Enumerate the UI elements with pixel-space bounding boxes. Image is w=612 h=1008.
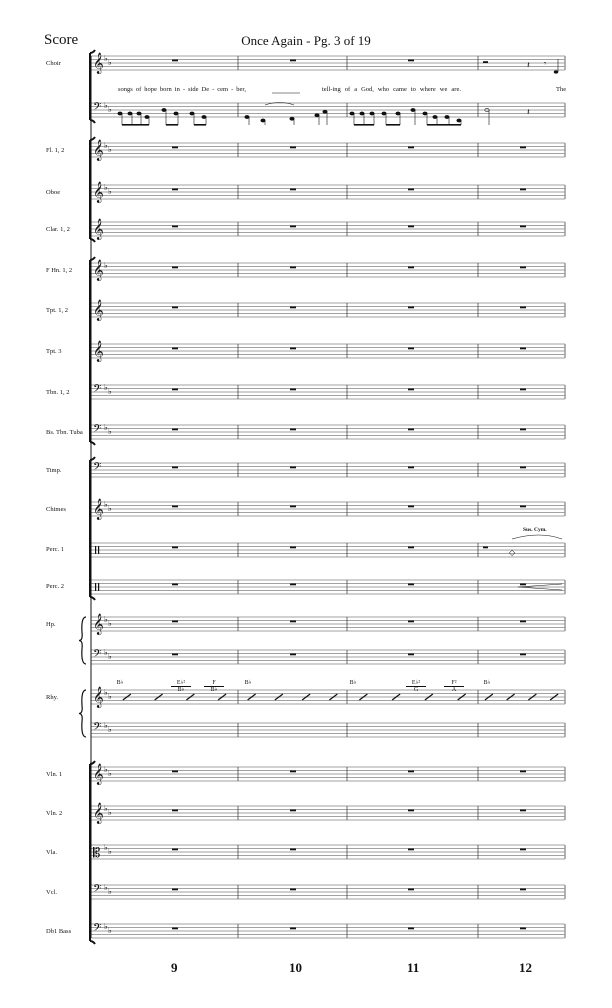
quarter-rest-icon: 𝄽 [527,61,530,71]
whole-rest-icon [408,506,414,508]
beam [122,124,149,126]
staff-label: Tpt. 3 [46,348,62,355]
beam [427,124,461,126]
chord-symbol [444,680,464,693]
whole-rest-icon [408,654,414,656]
note-head [423,112,427,115]
whole-rest-icon [172,771,178,773]
note-head [145,115,149,118]
chord-symbol [238,680,258,686]
note-head [360,112,364,115]
note-head [411,108,415,111]
note-head [315,114,319,117]
treble-clef-icon: 𝄞 [93,140,104,161]
flat-icon: ♭ [104,101,108,110]
treble-clef-icon: 𝄞 [93,260,104,281]
bass-clef-icon: 𝄢 [93,648,102,663]
whole-rest-icon [520,654,526,656]
chord-symbol [110,680,130,686]
whole-rest-icon [290,810,296,812]
treble-clef-icon: 𝄞 [93,764,104,785]
whole-rest-icon [408,621,414,623]
note-head [202,115,206,118]
chord-root: B♭ [244,680,252,686]
group-bracket [90,457,95,600]
whole-rest-icon [520,267,526,269]
lyric-syllable: where [419,86,436,93]
whole-rest-icon [290,267,296,269]
whole-rest-icon [172,429,178,431]
quarter-rest-icon: 𝄽 [527,108,530,118]
flat-icon: ♭ [108,145,112,154]
chord-root: B♭ [116,680,124,686]
staff-label: Tpt. 1, 2 [46,307,69,314]
measure-number: 12 [519,960,532,975]
chord-bass: B♭ [204,686,224,693]
chord-bass: B♭ [171,686,191,693]
treble-clef-icon: 𝄞 [93,614,104,635]
lyric-syllable: cem [217,86,229,93]
staff-label: Perc. 2 [46,583,65,590]
cymbal-note-icon: ◇ [509,548,516,557]
perc-annotation: Sus. Cym. [523,527,547,533]
whole-rest-icon [290,348,296,350]
whole-rest-icon [520,621,526,623]
whole-rest-icon [520,928,526,930]
staff-label: Vln. 2 [46,810,63,817]
staff-label: Db1 Bass [46,928,72,935]
bass-clef-icon: 𝄢 [93,101,102,116]
flat-icon: ♭ [108,769,112,778]
lyric-syllable: a [354,86,358,93]
perc-clef-icon [98,546,99,554]
flat-icon: ♭ [104,423,108,432]
note-head [118,112,122,115]
whole-rest-icon [172,928,178,930]
flat-icon: ♭ [104,383,108,392]
flat-icon: ♭ [104,648,108,657]
chord-symbol [204,680,224,693]
chord-symbol [171,680,191,693]
whole-rest-icon [408,189,414,191]
page-title: Once Again - Pg. 3 of 19 [241,33,371,48]
note-head [433,115,437,118]
note-head [162,108,166,111]
note-head [290,117,294,120]
whole-rest-icon [172,810,178,812]
whole-rest-icon [290,621,296,623]
flat-icon: ♭ [108,187,112,196]
flat-icon: ♭ [108,387,112,396]
flat-icon: ♭ [104,804,108,813]
whole-rest-icon [520,584,526,586]
eighth-rest-icon: 𝄾 [544,59,547,68]
chord-root: B♭ [483,680,491,686]
staff-label: Hp. [46,621,56,628]
flat-icon: ♭ [108,926,112,935]
whole-rest-icon [408,147,414,149]
whole-rest-icon [520,506,526,508]
treble-clef-icon: 𝄞 [93,341,104,362]
flat-icon: ♭ [108,847,112,856]
flat-icon: ♭ [108,725,112,734]
whole-rest-icon [290,849,296,851]
note-head [323,110,327,113]
whole-rest-icon [520,389,526,391]
staff-label: Bs. Tbn. Tuba [46,429,83,436]
bass-clef-icon: 𝄢 [93,721,102,736]
lyric-syllable: The [556,86,567,93]
perc-clef-icon [95,546,96,554]
whole-rest-icon [408,307,414,309]
whole-rest-icon [520,429,526,431]
staff-label: Vln. 1 [46,771,63,778]
whole-rest-icon [408,348,414,350]
treble-clef-icon: 𝄞 [93,219,104,240]
treble-clef-icon: 𝄞 [93,687,104,708]
note-head [190,112,194,115]
lyric-syllable: - [231,86,234,93]
chord-bass: A [444,686,464,693]
whole-rest-icon [172,621,178,623]
beam [194,124,206,126]
whole-rest-icon [290,389,296,391]
lyric-syllable: born [159,86,172,93]
flat-icon: ♭ [108,427,112,436]
lyric-line [322,86,461,94]
treble-clef-icon: 𝄞 [93,182,104,203]
lyric-syllable: of [344,86,351,93]
whole-rest-icon [290,60,296,62]
whole-rest-icon [290,771,296,773]
measure-number: 10 [289,960,302,975]
note-head [554,70,558,73]
whole-rest-icon [172,147,178,149]
note-head [128,112,132,115]
staff-label: Chimes [46,506,66,513]
flat-icon: ♭ [108,504,112,513]
flat-icon: ♭ [104,141,108,150]
whole-rest-icon [172,189,178,191]
flat-icon: ♭ [104,843,108,852]
flat-icon: ♭ [108,887,112,896]
staff-label: Clar. 1, 2 [46,226,70,233]
chord-root: E♭² [176,680,186,686]
note-head [137,112,141,115]
flat-icon: ♭ [104,615,108,624]
whole-rest-icon [408,889,414,891]
lyric-syllable: - [212,86,215,93]
lyric-syllable: tell-ing [322,86,341,93]
score-label: Score [44,32,79,48]
bass-clef-icon: 𝄢 [93,883,102,898]
half-rest-icon [483,61,488,63]
treble-clef-icon: 𝄞 [93,300,104,321]
chord-symbol [343,680,363,686]
whole-rest-icon [408,60,414,62]
whole-rest-icon [520,226,526,228]
whole-rest-icon [290,467,296,469]
flat-icon: ♭ [104,183,108,192]
staff-label: Rhy. [46,694,59,701]
flat-icon: ♭ [104,765,108,774]
lyric-line [556,86,566,94]
chord-root: E♭² [411,680,421,686]
whole-rest-icon [290,307,296,309]
lyric-syllable: came [393,86,407,93]
staff-label: Timp. [46,467,62,474]
whole-rest-icon [172,267,178,269]
beam [386,124,400,126]
staff-label: Tbn. 1, 2 [46,389,70,396]
beam [166,124,178,126]
whole-rest-icon [408,467,414,469]
whole-rest-icon [172,584,178,586]
note-head [396,112,400,115]
whole-rest-icon [290,429,296,431]
note-head [245,115,249,118]
chord-root: F [212,680,216,686]
whole-rest-icon [520,771,526,773]
whole-rest-icon [408,267,414,269]
note-head [445,115,449,118]
flat-icon: ♭ [108,105,112,114]
lyric-syllable: of [135,86,142,93]
perc-clef-icon [95,583,96,591]
whole-rest-icon [172,226,178,228]
flat-icon: ♭ [108,692,112,701]
flat-icon: ♭ [108,619,112,628]
lyric-syllable: songs [118,86,133,93]
lyric-syllable: who [377,86,390,93]
perc-clef-icon [98,583,99,591]
whole-rest-icon [520,189,526,191]
bass-clef-icon: 𝄢 [93,922,102,937]
whole-rest-icon [408,429,414,431]
chord-bass: G [406,686,426,693]
whole-rest-icon [172,654,178,656]
whole-rest-icon [290,226,296,228]
whole-rest-icon [520,307,526,309]
lyric-line [118,86,246,94]
whole-rest-icon [172,307,178,309]
whole-rest-icon [408,389,414,391]
whole-rest-icon [408,771,414,773]
flat-icon: ♭ [104,688,108,697]
lyric-syllable: - [182,86,186,93]
note-head [174,112,178,115]
whole-rest-icon [408,547,414,549]
lyric-syllable: ber, [236,86,246,93]
chord-symbol [477,680,497,686]
whole-rest-icon [172,506,178,508]
whole-rest-icon [172,348,178,350]
flat-icon: ♭ [104,883,108,892]
chord-symbol [406,680,426,693]
staff-label: Perc. 1 [46,546,65,553]
flat-icon: ♭ [104,721,108,730]
beam [354,124,374,126]
lyric-syllable: hope [144,86,157,93]
whole-rest-icon [290,654,296,656]
flat-icon: ♭ [108,652,112,661]
flat-icon: ♭ [104,261,108,270]
whole-rest-icon [290,889,296,891]
lyric-syllable: are. [451,86,461,93]
note-head [350,112,354,115]
lyric-syllable: in [174,86,180,93]
whole-rest-icon [290,547,296,549]
lyric-syllable: to [410,86,416,93]
flat-icon: ♭ [108,58,112,67]
whole-rest-icon [290,147,296,149]
whole-rest-icon [290,584,296,586]
flat-icon: ♭ [104,500,108,509]
bass-clef-icon: 𝄢 [93,423,102,438]
note-head [457,119,461,122]
whole-rest-icon [520,889,526,891]
whole-rest-icon [290,928,296,930]
bass-clef-icon: 𝄢 [93,461,102,476]
whole-rest-icon [172,467,178,469]
chord-root: F² [451,680,457,686]
whole-rest-icon [408,584,414,586]
lyric-syllable: God, [361,86,374,93]
whole-rest-icon [408,226,414,228]
whole-rest-icon [290,506,296,508]
whole-rest-icon [520,810,526,812]
staff-label: Vcl. [46,889,58,896]
flat-icon: ♭ [104,54,108,63]
whole-rest-icon [172,60,178,62]
lyric-syllable: De [201,86,210,93]
staff-label: Fl. 1, 2 [46,147,65,154]
note-head [370,112,374,115]
treble-clef-icon: 𝄞 [93,53,104,74]
measure-number: 9 [171,960,178,975]
flat-icon: ♭ [108,808,112,817]
staff-label: Oboe [46,189,61,196]
note-head [382,112,386,115]
alto-clef-icon: 𝄡 [93,846,101,861]
whole-rest-icon [520,849,526,851]
lyric-syllable: side [188,86,199,93]
note-head [261,119,265,122]
half-rest-icon [483,547,488,549]
treble-clef-icon: 𝄞 [93,499,104,520]
whole-rest-icon [172,849,178,851]
staff-label: Vla. [46,849,58,856]
treble-clef-icon: 𝄞 [93,803,104,824]
flat-icon: ♭ [104,922,108,931]
bass-clef-icon: 𝄢 [93,383,102,398]
whole-rest-icon [408,928,414,930]
staff-label: Choir [46,60,61,67]
whole-rest-icon [172,547,178,549]
whole-rest-icon [290,189,296,191]
laissez-vibrer-tie [512,535,562,539]
whole-rest-icon [172,889,178,891]
whole-rest-icon [520,467,526,469]
whole-rest-icon [520,348,526,350]
whole-rest-icon [408,849,414,851]
lyric-syllable: we [439,86,448,93]
chord-root: B♭ [349,680,357,686]
whole-rest-icon [172,389,178,391]
measure-number: 11 [407,960,420,975]
staff-label: F Hn. 1, 2 [46,267,73,274]
whole-rest-icon [520,147,526,149]
whole-rest-icon [408,810,414,812]
